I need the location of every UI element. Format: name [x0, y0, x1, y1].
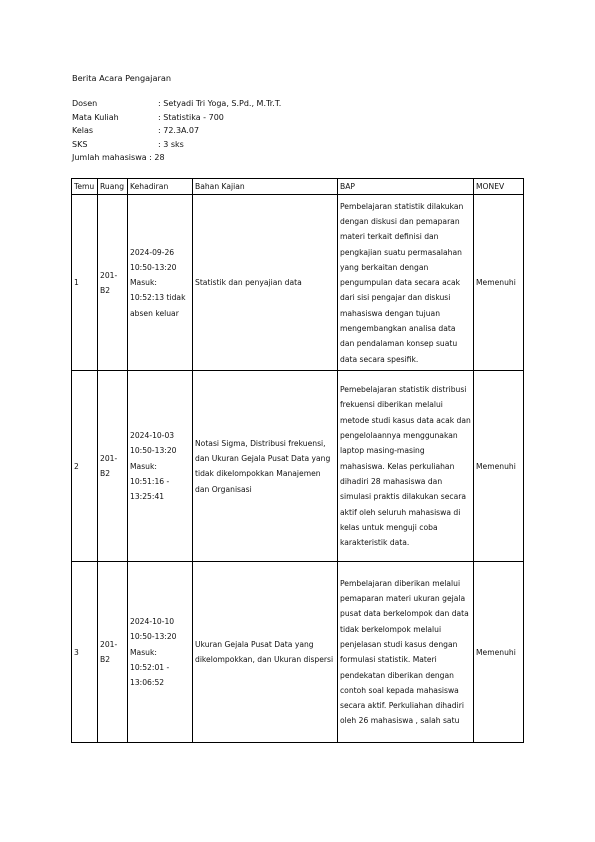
info-label: Kelas	[72, 126, 94, 136]
cell-ruang: 201-B2	[98, 371, 128, 562]
student-count: Jumlah mahasiswa : 28	[72, 153, 165, 163]
cell-bahan-kajian: Notasi Sigma, Distribusi frekuensi, dan Ukuran Gejala Pusat Data yang tidak dikelompokkan Manajemen dan Organisasi	[193, 371, 338, 562]
course-info	[72, 97, 281, 165]
header-kehadiran: Kehadiran	[128, 179, 193, 195]
cell-monev: Memenuhi	[474, 195, 524, 371]
header-bap: BAP	[338, 179, 474, 195]
info-value: : Statistika - 700	[158, 112, 224, 122]
header-monev: MONEV	[474, 179, 524, 195]
cell-bahan-kajian: Statistik dan penyajian data	[193, 195, 338, 371]
info-row-sks	[72, 138, 281, 152]
cell-bahan-kajian: Ukuran Gejala Pusat Data yang dikelompokkan, dan Ukuran dispersi	[193, 562, 338, 743]
cell-bap: Pembelajaran diberikan melalui pemaparan materi ukuran gejala pusat data berkelompok dan data tidak berkelompok melalui penjelasan studi kasus dengan formulasi statistik. Materi pendekatan diberikan dengan contoh soal kepada mahasiswa secara aktif. Perkuliahan dihadiri oleh 26 mahasiswa , salah satu	[338, 562, 474, 743]
cell-bap: Pemebelajaran statistik distribusi frekuensi diberikan melalui metode studi kasus data acak dan pengelolaannya menggunakan laptop masing-masing mahasiswa. Kelas perkuliahan dihadiri 28 mahasiswa dan simulasi praktis dilakukan secara aktif oleh seluruh mahasiswa di kelas untuk menguji coba karakteristik data.	[338, 371, 474, 562]
cell-kehadiran: 2024-10-03 10:50-13:20 Masuk: 10:51:16 - 13:25:41	[128, 371, 193, 562]
cell-temu: 2	[72, 371, 98, 562]
cell-temu: 3	[72, 562, 98, 743]
info-value: : 3 sks	[158, 139, 184, 149]
info-row-kelas	[72, 124, 281, 138]
table-row	[72, 562, 524, 743]
info-row-jumlah-mahasiswa	[72, 151, 281, 165]
cell-monev: Memenuhi	[474, 562, 524, 743]
cell-ruang: 201-B2	[98, 562, 128, 743]
cell-kehadiran: 2024-09-26 10:50-13:20 Masuk: 10:52:13 tidak absen keluar	[128, 195, 193, 371]
info-label: Dosen	[72, 99, 98, 108]
info-value: : 72.3A.07	[158, 126, 200, 136]
document-title: Berita Acara Pengajaran	[72, 73, 172, 83]
info-value: : Setyadi Tri Yoga, S.Pd., M.Tr.T.	[158, 99, 282, 108]
info-row-dosen	[72, 97, 281, 111]
cell-monev: Memenuhi	[474, 371, 524, 562]
cell-ruang: 201-B2	[98, 195, 128, 371]
header-bahan-kajian: Bahan Kajian	[193, 179, 338, 195]
header-temu: Temu	[72, 179, 98, 195]
header-ruang: Ruang	[98, 179, 128, 195]
cell-temu: 1	[72, 195, 98, 371]
cell-kehadiran: 2024-10-10 10:50-13:20 Masuk: 10:52:01 - 13:06:52	[128, 562, 193, 743]
table-row	[72, 371, 524, 562]
bap-table	[71, 178, 524, 743]
table-row	[72, 195, 524, 371]
info-row-mata-kuliah	[72, 111, 281, 125]
table-header-row	[72, 179, 524, 195]
info-label: SKS	[72, 139, 88, 149]
cell-bap: Pembelajaran statistik dilakukan dengan diskusi dan pemaparan materi terkait definisi dan pengkajian suatu permasalahan yang berkaitan dengan pengumpulan data secara acak dari sisi pengajar dan diskusi mahasiswa dengan tujuan mengembangkan analisa data dan pendalaman konsep suatu data secara spesifik.	[338, 195, 474, 371]
info-label: Mata Kuliah	[72, 112, 119, 122]
